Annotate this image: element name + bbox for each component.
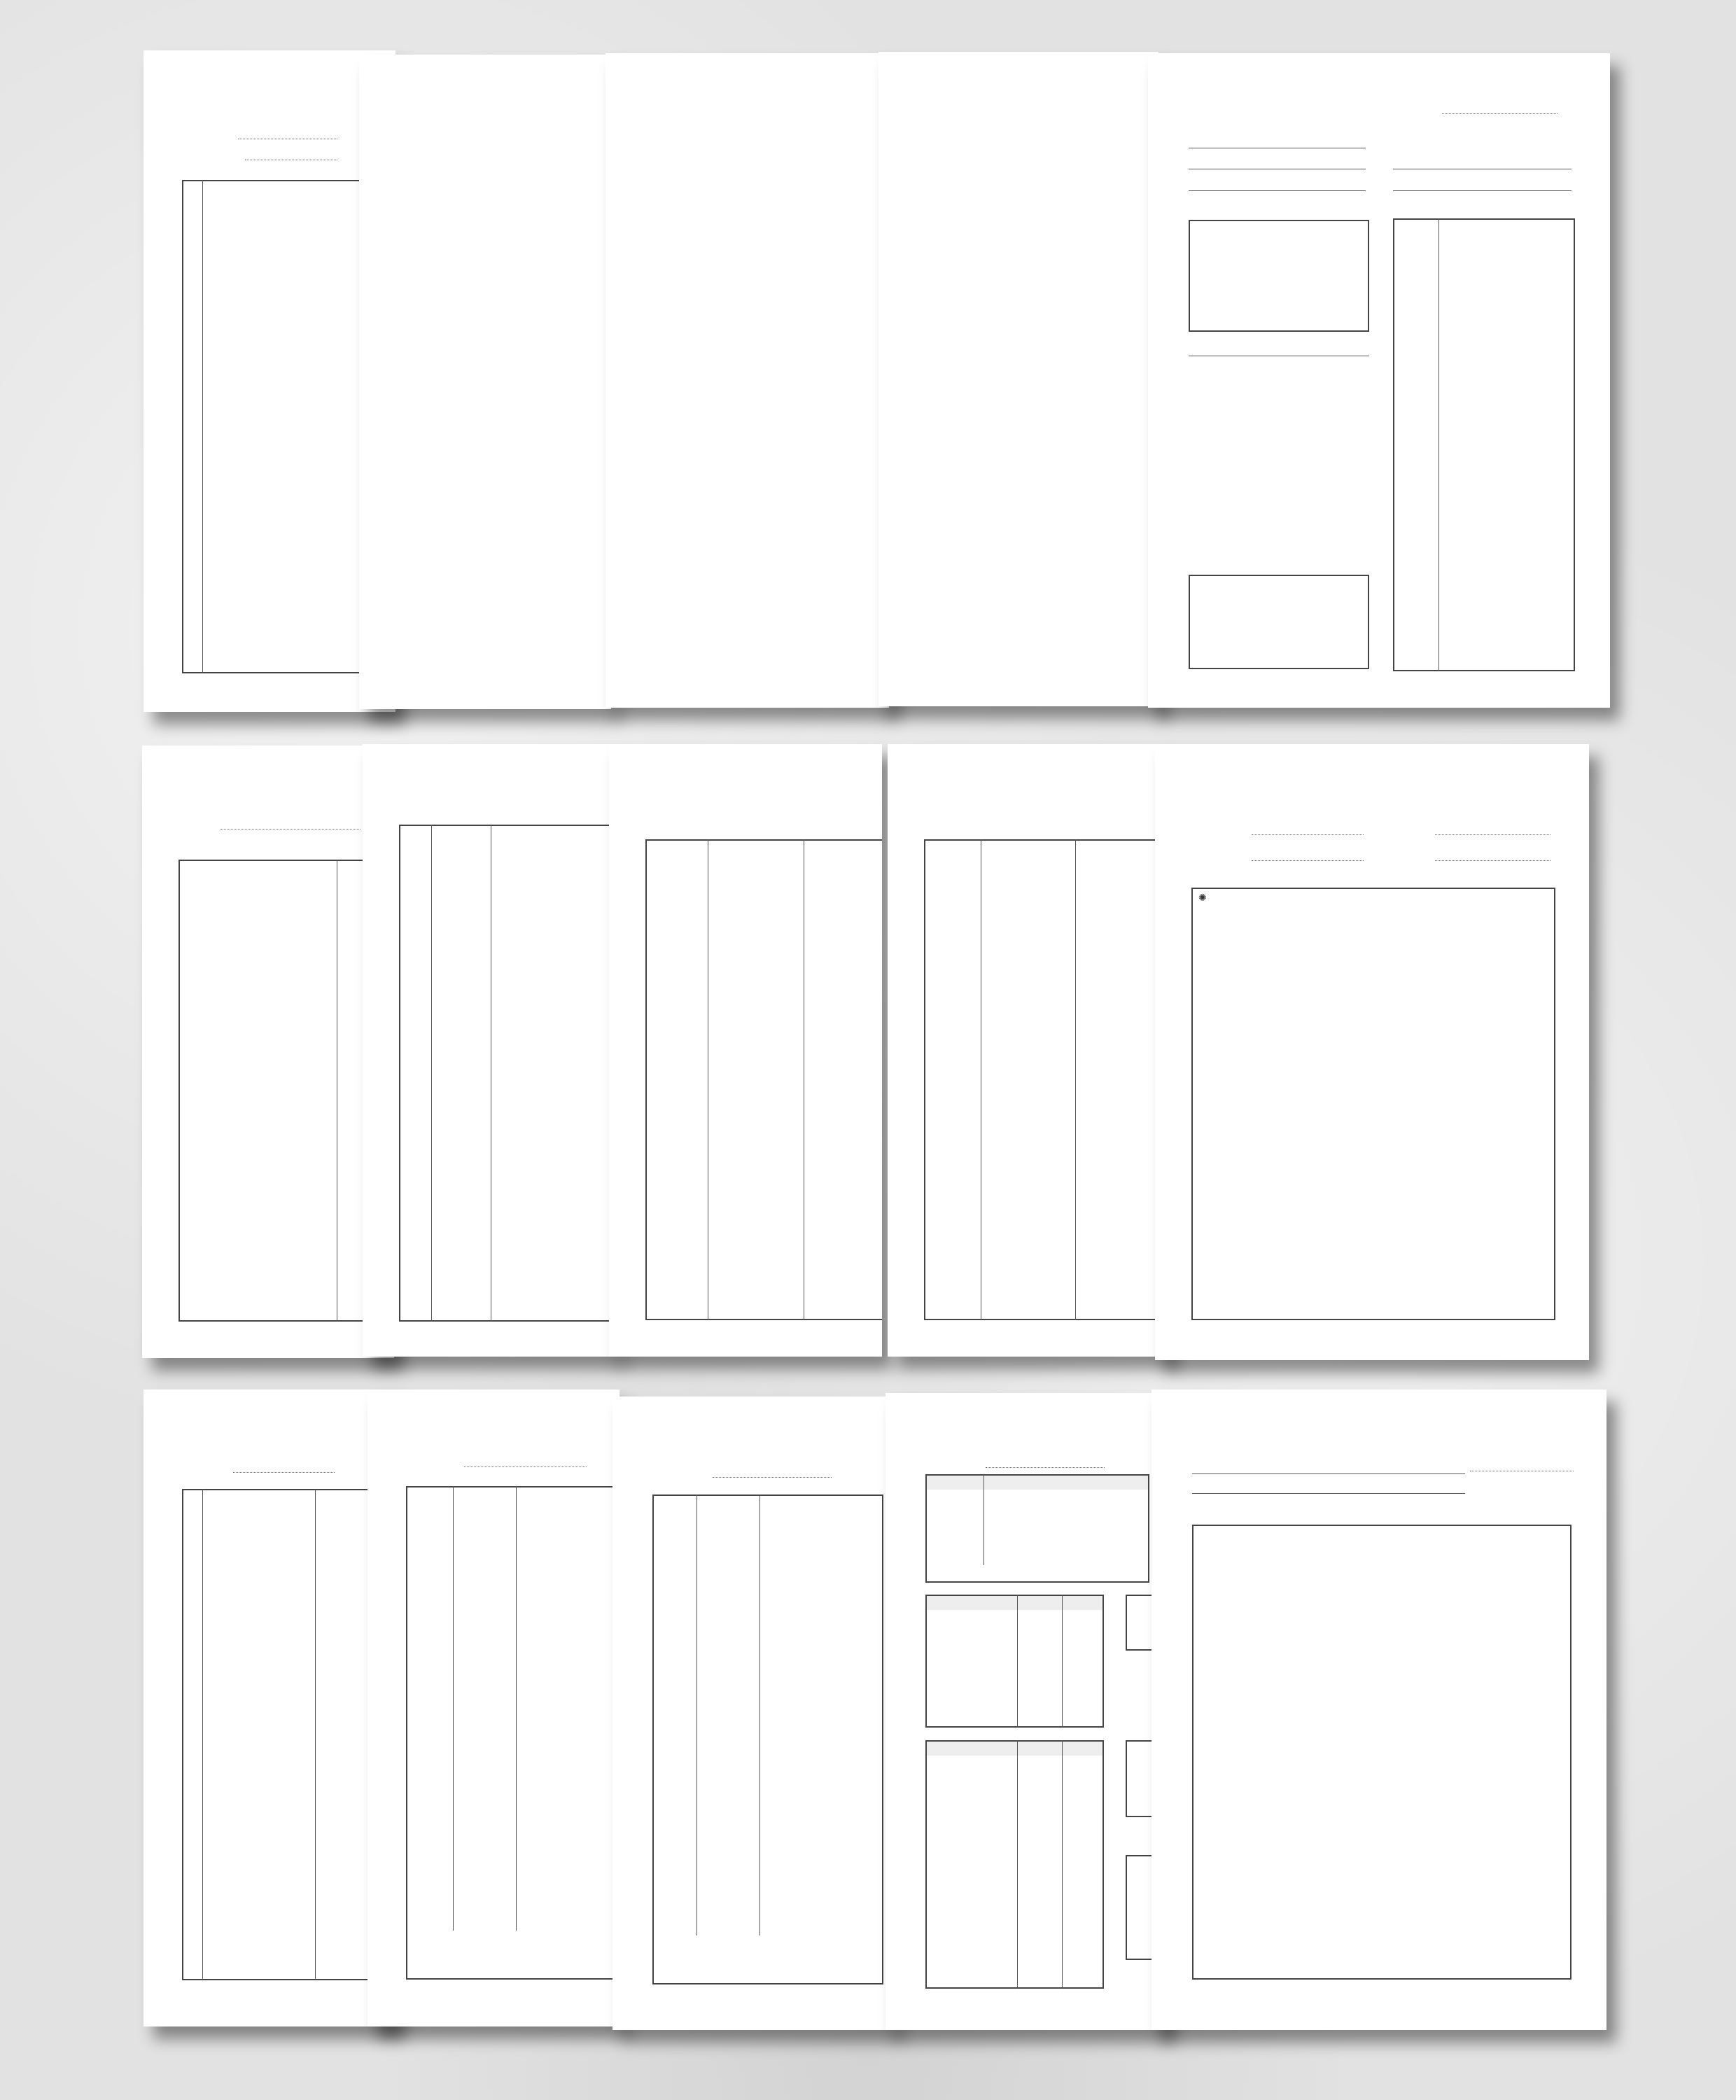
exam-timetable-page xyxy=(144,1390,396,2026)
monthly-budget-page xyxy=(886,1393,1166,2030)
assignment-page xyxy=(142,746,394,1358)
notes-box xyxy=(1189,575,1369,669)
schedule-table xyxy=(1393,218,1575,671)
exam-table xyxy=(182,1489,396,1980)
readings-page xyxy=(888,744,1168,1357)
habit-tracker-page xyxy=(878,52,1158,706)
grade-tracker-page-2 xyxy=(359,55,611,709)
income-tracker-page xyxy=(368,1390,620,2026)
credit-tracker-page xyxy=(606,53,889,708)
books-page xyxy=(609,744,882,1357)
books-table xyxy=(645,839,882,1320)
formula-sheet-page xyxy=(1155,744,1589,1360)
homework-log-page xyxy=(363,744,615,1357)
fixed-expenses-table xyxy=(925,1595,1104,1728)
lecture-notes-page xyxy=(1152,1390,1606,2030)
expense-table xyxy=(652,1494,883,1984)
daily-planner-page xyxy=(1148,53,1610,708)
other-expenses-table xyxy=(925,1740,1104,1989)
income-source-table xyxy=(925,1474,1149,1583)
todays-subjects-box xyxy=(1189,220,1369,332)
formula-box xyxy=(1191,888,1555,1320)
bulb-icon: ✺ xyxy=(1198,893,1207,904)
readings-table xyxy=(924,839,1168,1320)
notes-box xyxy=(1192,1525,1572,1980)
expense-tracker-page xyxy=(612,1396,892,2030)
income-table xyxy=(406,1486,620,1980)
assignment-table xyxy=(178,860,394,1322)
grade-tracker-page-1 xyxy=(144,50,396,712)
